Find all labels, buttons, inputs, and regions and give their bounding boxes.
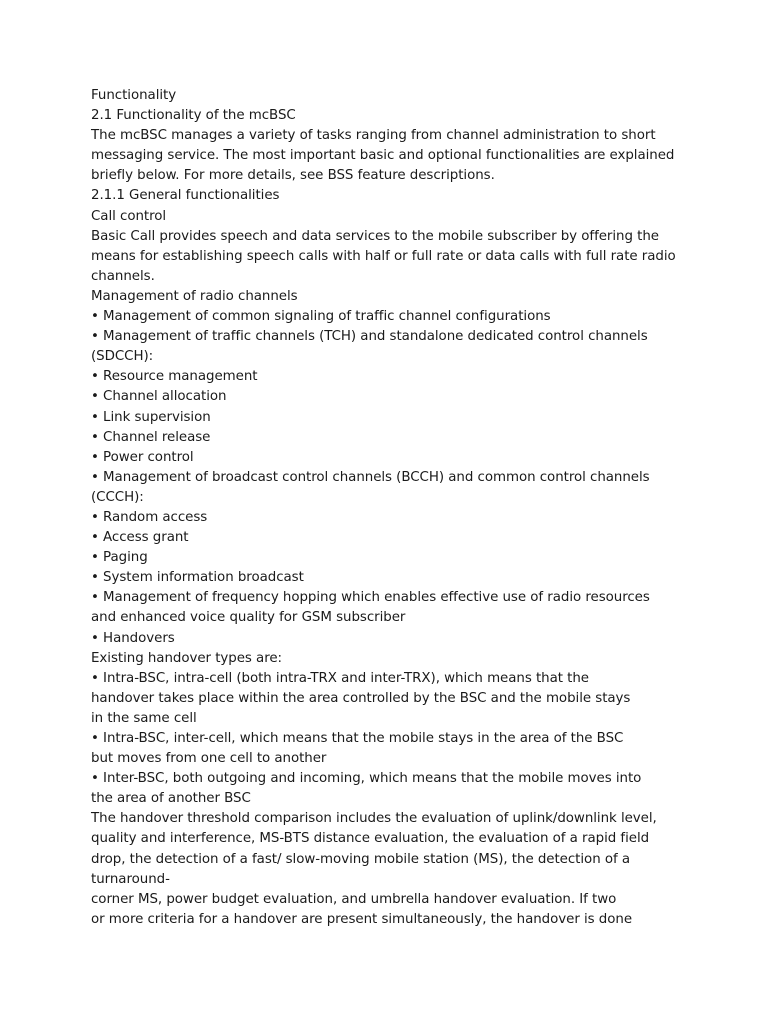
doc-bullet-line: • Channel allocation xyxy=(91,389,227,405)
doc-bullet-continuation: the area of another BSC xyxy=(91,791,251,807)
doc-paragraph-line: Existing handover types are: xyxy=(91,650,283,666)
doc-bullet-continuation: (SDCCH): xyxy=(91,349,154,365)
doc-bullet-line: • Link supervision xyxy=(91,409,211,425)
doc-paragraph-line: briefly below. For more details, see BSS feature descriptions. xyxy=(91,168,495,184)
doc-paragraph-line: quality and interference, MS-BTS distance evaluation, the evaluation of a rapid field xyxy=(91,831,650,847)
doc-paragraph-line: The mcBSC manages a variety of tasks ranging from channel administration to short xyxy=(91,128,656,144)
doc-bullet-line: • Paging xyxy=(91,550,148,566)
doc-subheading-call-control: Call control xyxy=(91,208,167,224)
doc-section-2-1-title: 2.1 Functionality of the mcBSC xyxy=(91,108,296,124)
doc-bullet-line: • Resource management xyxy=(91,369,258,385)
doc-bullet-continuation: (CCCH): xyxy=(91,489,144,505)
doc-paragraph-line: or more criteria for a handover are present simultaneously, the handover is done xyxy=(91,911,633,927)
doc-bullet-line: • Management of frequency hopping which enables effective use of radio resources xyxy=(91,590,650,606)
doc-bullet-line: • Inter-BSC, both outgoing and incoming, which means that the mobile moves into xyxy=(91,771,642,787)
doc-bullet-line: • Handovers xyxy=(91,630,175,646)
doc-bullet-line: • Intra-BSC, inter-cell, which means that the mobile stays in the area of the BSC xyxy=(91,731,624,746)
doc-subheading-radio-channels: Management of radio channels xyxy=(91,288,298,304)
doc-bullet-line: • Management of traffic channels (TCH) and standalone dedicated control channels xyxy=(91,329,648,345)
doc-bullet-continuation: handover takes place within the area controlled by the BSC and the mobile stays xyxy=(91,690,631,706)
doc-heading-functionality: Functionality xyxy=(91,88,177,103)
doc-paragraph-line: corner MS, power budget evaluation, and umbrella handover evaluation. If two xyxy=(91,891,617,907)
doc-bullet-line: • Channel release xyxy=(91,429,211,445)
doc-bullet-line: • System information broadcast xyxy=(91,570,304,586)
doc-bullet-line: • Management of common signaling of traffic channel configurations xyxy=(91,309,551,325)
doc-paragraph-line: Basic Call provides speech and data services to the mobile subscriber by offering the xyxy=(91,228,659,244)
doc-paragraph-line: The handover threshold comparison includes the evaluation of uplink/downlink level, xyxy=(91,811,657,827)
doc-bullet-continuation: in the same cell xyxy=(91,710,197,726)
document-page xyxy=(91,86,691,930)
doc-bullet-continuation: but moves from one cell to another xyxy=(91,751,327,767)
doc-bullet-line: • Random access xyxy=(91,509,208,525)
doc-bullet-line: • Access grant xyxy=(91,530,189,546)
doc-bullet-line: • Power control xyxy=(91,449,194,465)
doc-paragraph-line: channels. xyxy=(91,268,155,284)
doc-paragraph-line: means for establishing speech calls with half or full rate or data calls with full rate radio xyxy=(91,248,676,264)
doc-bullet-continuation: and enhanced voice quality for GSM subscriber xyxy=(91,610,406,626)
doc-bullet-line: • Management of broadcast control channels (BCCH) and common control channels xyxy=(91,469,650,485)
doc-paragraph-line: drop, the detection of a fast/ slow-moving mobile station (MS), the detection of a xyxy=(91,851,631,867)
doc-paragraph-line: messaging service. The most important basic and optional functionalities are explained xyxy=(91,148,675,164)
doc-section-2-1-1-title: 2.1.1 General functionalities xyxy=(91,188,280,204)
doc-bullet-line: • Intra-BSC, intra-cell (both intra-TRX and inter-TRX), which means that the xyxy=(91,670,590,686)
doc-paragraph-line: turnaround- xyxy=(91,871,170,887)
